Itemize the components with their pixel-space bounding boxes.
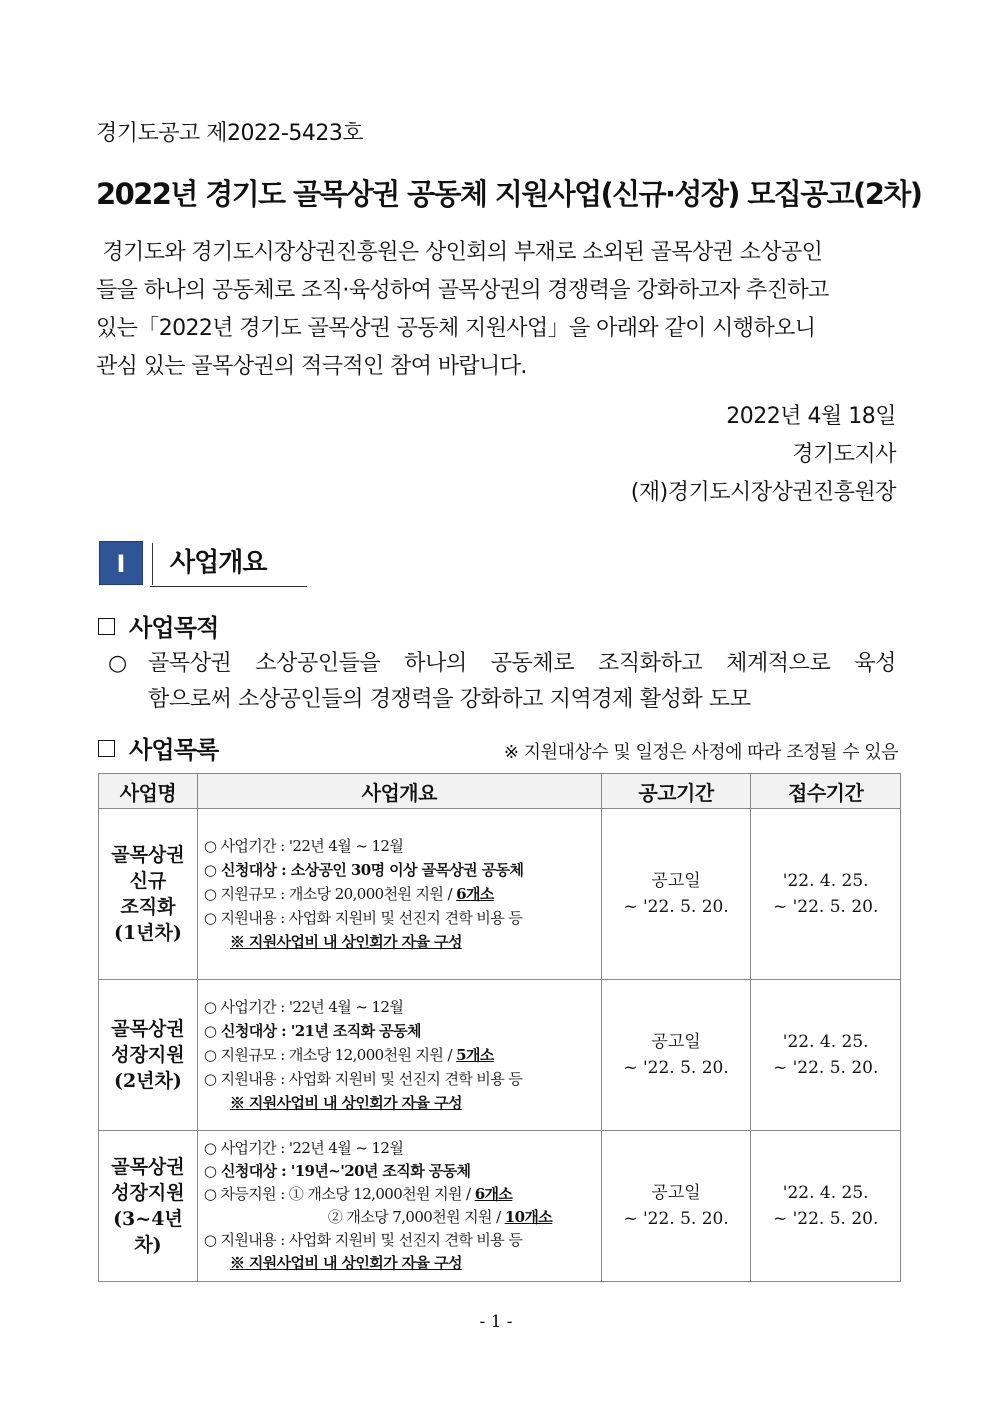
overview-scale — [204, 882, 595, 906]
receipt-line: ~ '22. 5. 20. — [772, 1058, 879, 1078]
scale-text: ○ 지원규모 : 개소당 12,000천원 지원 / — [203, 1046, 457, 1064]
intro-line: 경기도와 경기도시장상권진흥원은 상인회의 부재로 소외된 골목상권 소상공인 — [96, 240, 823, 265]
name-line: 성장지원 — [111, 1044, 185, 1066]
announce-line: 공고일 — [651, 1183, 701, 1203]
overview-period: ○ 사업기간 : '22년 4월 ~ 12월 — [203, 998, 404, 1016]
word: 육성 — [854, 651, 896, 676]
overview-period: ○ 사업기간 : '22년 4월 ~ 12월 — [203, 837, 404, 855]
overview-note: ※ 지원사업비 내 상인회가 자율 구성 — [229, 1094, 462, 1112]
page-number: - 1 - — [479, 1312, 513, 1332]
word: 골목상권 — [148, 651, 232, 676]
intro-paragraph — [96, 234, 898, 386]
name-line: (1년차) — [113, 922, 182, 944]
word: 조직화하고 — [597, 651, 703, 676]
diff-count: 6개소 — [474, 1185, 513, 1203]
diff-count: 10개소 — [504, 1208, 553, 1226]
name-line: 골목상권 — [111, 844, 185, 866]
announce-line: ~ '22. 5. 20. — [623, 897, 729, 917]
overview-target: ○ 신청대상 : 소상공인 30명 이상 골목상권 공동체 — [203, 861, 524, 879]
header-program-overview: 사업개요 — [197, 774, 601, 809]
name-line: (2년차) — [113, 1070, 182, 1092]
program-overview — [197, 809, 601, 980]
word: 공동체로 — [490, 651, 575, 676]
receipt-line: ~ '22. 5. 20. — [772, 897, 879, 917]
announce-period — [601, 1131, 751, 1282]
table-header-row — [99, 774, 901, 809]
overview-scale — [204, 1043, 595, 1067]
section-divider — [152, 543, 153, 585]
header-program-name: 사업명 — [99, 774, 198, 809]
diff-text: ② 개소당 7,000천원 지원 / — [327, 1208, 505, 1226]
programs-heading — [98, 730, 219, 765]
table-row — [99, 980, 901, 1131]
intro-line: 들을 하나의 공동체로 조직·육성하여 골목상권의 경쟁력을 강화하고자 추진하고 — [96, 278, 829, 303]
scale-count: 6개소 — [456, 885, 494, 903]
receipt-line: '22. 4. 25. — [782, 1183, 869, 1203]
announce-line: 공고일 — [651, 1032, 701, 1052]
name-line: (3~4년차) — [113, 1208, 183, 1256]
checkbox-square-icon — [98, 618, 115, 635]
word: 하나의 — [404, 651, 467, 676]
overview-content: ○ 지원내용 : 사업화 지원비 및 선진지 견학 비용 등 — [203, 1070, 523, 1088]
table-row — [99, 809, 901, 980]
table-row — [99, 1131, 901, 1282]
scale-text: ○ 지원규모 : 개소당 20,000천원 지원 / — [203, 885, 457, 903]
program-table — [98, 773, 901, 1282]
announce-line: ~ '22. 5. 20. — [623, 1209, 729, 1229]
name-line: 골목상권 — [111, 1156, 185, 1178]
overview-target: ○ 신청대상 : '19년~'20년 조직화 공동체 — [203, 1162, 471, 1180]
overview-content: ○ 지원내용 : 사업화 지원비 및 선진지 견학 비용 등 — [203, 909, 523, 927]
issuer-governor: 경기도지사 — [792, 442, 896, 467]
receipt-line: ~ '22. 5. 20. — [772, 1209, 879, 1229]
name-line: 신규 — [129, 870, 167, 892]
name-line: 성장지원 — [111, 1182, 185, 1204]
overview-note: ※ 지원사업비 내 상인회가 자율 구성 — [229, 1254, 462, 1272]
header-receipt-period: 접수기간 — [751, 774, 901, 809]
receipt-period — [751, 809, 901, 980]
overview-content: ○ 지원내용 : 사업화 지원비 및 선진지 견학 비용 등 — [203, 1231, 523, 1249]
section-title: 사업개요 — [170, 548, 267, 578]
purpose-line-2: 함으로써 소상공인들의 경쟁력을 강화하고 지역경제 활성화 도모 — [148, 687, 751, 712]
receipt-period — [751, 980, 901, 1131]
document-title: 2022년 경기도 골목상권 공동체 지원사업(신규·성장) 모집공고(2차) — [96, 177, 922, 211]
program-overview — [197, 1131, 601, 1282]
programs-heading-text: 사업목록 — [129, 736, 219, 764]
program-name — [99, 980, 198, 1131]
issuer-agency: (재)경기도시장상권진흥원장 — [630, 480, 896, 505]
purpose-heading — [98, 608, 219, 643]
schedule-note: ※ 지원대상수 및 일정은 사정에 따라 조정될 수 있음 — [503, 742, 898, 763]
receipt-line: '22. 4. 25. — [782, 1032, 869, 1052]
announce-line: 공고일 — [651, 871, 701, 891]
overview-note: ※ 지원사업비 내 상인회가 자율 구성 — [229, 933, 462, 951]
overview-diff-2 — [204, 1206, 595, 1229]
overview-diff-1 — [204, 1183, 595, 1206]
word: 소상공인들을 — [255, 651, 381, 676]
announce-line: ~ '22. 5. 20. — [623, 1058, 729, 1078]
section-underline — [150, 586, 307, 587]
purpose-line-1 — [148, 646, 896, 682]
purpose-heading-text: 사업목적 — [129, 614, 219, 642]
section-number-badge: I — [99, 541, 143, 585]
overview-target: ○ 신청대상 : '21년 조직화 공동체 — [203, 1022, 421, 1040]
announce-period — [601, 809, 751, 980]
signature-block — [631, 398, 896, 512]
receipt-period — [751, 1131, 901, 1282]
checkbox-square-icon — [98, 740, 115, 757]
circle-bullet-icon: ○ — [108, 651, 127, 676]
diff-text: ○ 차등지원 : ① 개소당 12,000천원 지원 / — [203, 1185, 475, 1203]
word: 체계적으로 — [726, 651, 831, 676]
name-line: 골목상권 — [111, 1018, 185, 1040]
receipt-line: '22. 4. 25. — [782, 871, 869, 891]
issue-date: 2022년 4월 18일 — [726, 404, 896, 429]
name-line: 조직화 — [120, 896, 176, 918]
program-name — [99, 809, 198, 980]
overview-period: ○ 사업기간 : '22년 4월 ~ 12월 — [203, 1139, 404, 1157]
intro-line: 관심 있는 골목상권의 적극적인 참여 바랍니다. — [96, 354, 527, 379]
announce-period — [601, 980, 751, 1131]
header-announce-period: 공고기간 — [601, 774, 751, 809]
scale-count: 5개소 — [456, 1046, 494, 1064]
intro-line: 있는「2022년 경기도 골목상권 공동체 지원사업」을 아래와 같이 시행하오니 — [96, 316, 816, 341]
program-name — [99, 1131, 198, 1282]
program-overview — [197, 980, 601, 1131]
notice-number: 경기도공고 제2022-5423호 — [96, 121, 364, 146]
